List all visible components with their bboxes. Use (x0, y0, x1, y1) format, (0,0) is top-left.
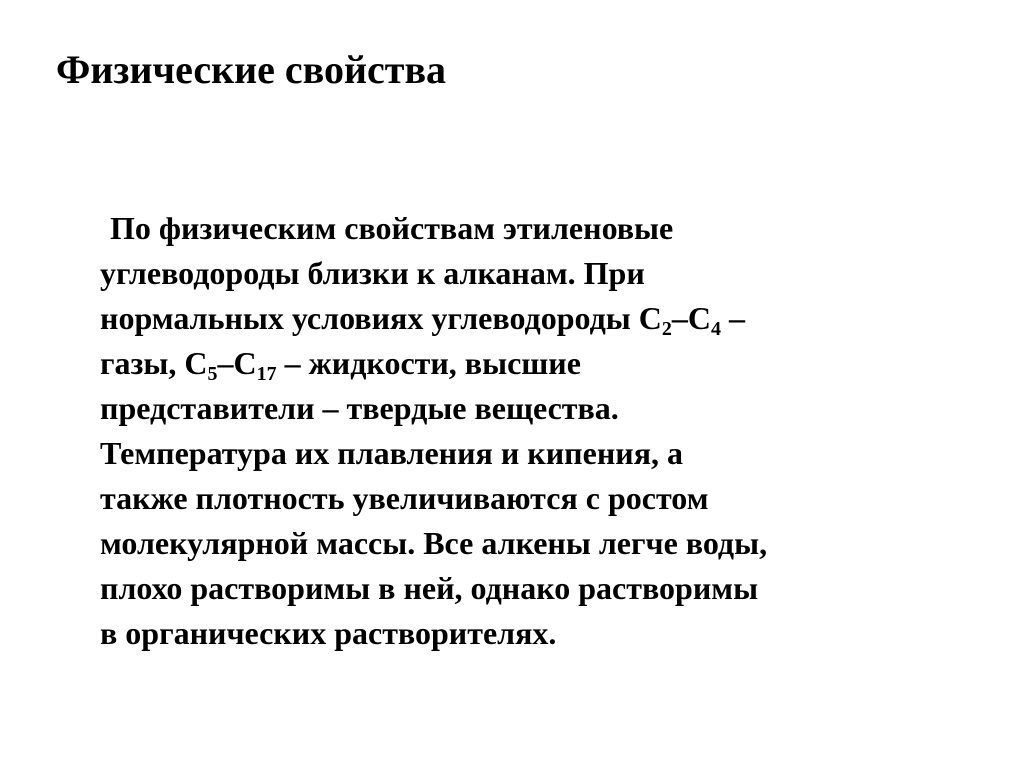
formula-subscript: 2 (661, 318, 672, 340)
formula-subscript: 5 (207, 363, 218, 385)
body-line: молекулярной массы. Все алкены легче воды, (100, 525, 768, 561)
formula-carbon: –C (217, 345, 257, 381)
body-line: плохо растворимы в ней, однако растворимы (100, 570, 759, 606)
body-text: – жидкости, высшие (276, 345, 581, 381)
body-line: также плотность увеличиваются с ростом (100, 480, 709, 516)
body-line-formula-c5-c17 (100, 341, 960, 386)
formula-carbon: C (184, 345, 208, 381)
slide-title: Физические свойства (56, 47, 447, 92)
body-line: Температура их плавления и кипения, а (100, 435, 683, 471)
body-line: углеводороды близки к алканам. При (100, 255, 645, 291)
formula-carbon: –C (671, 300, 711, 336)
body-line: представители – твердые вещества. (100, 390, 619, 426)
body-line: в органических растворителях. (100, 615, 557, 651)
formula-carbon: C (638, 300, 662, 336)
formula-subscript: 4 (710, 318, 721, 340)
body-line-formula-c2-c4 (100, 296, 960, 341)
body-text: нормальных условиях углеводороды (100, 300, 639, 336)
body-text: – (720, 300, 745, 336)
body-text: газы, (100, 345, 185, 381)
slide-body-paragraph (100, 206, 960, 656)
body-line: По физическим свойствам этиленовые (110, 210, 674, 246)
formula-subscript: 17 (256, 363, 277, 385)
